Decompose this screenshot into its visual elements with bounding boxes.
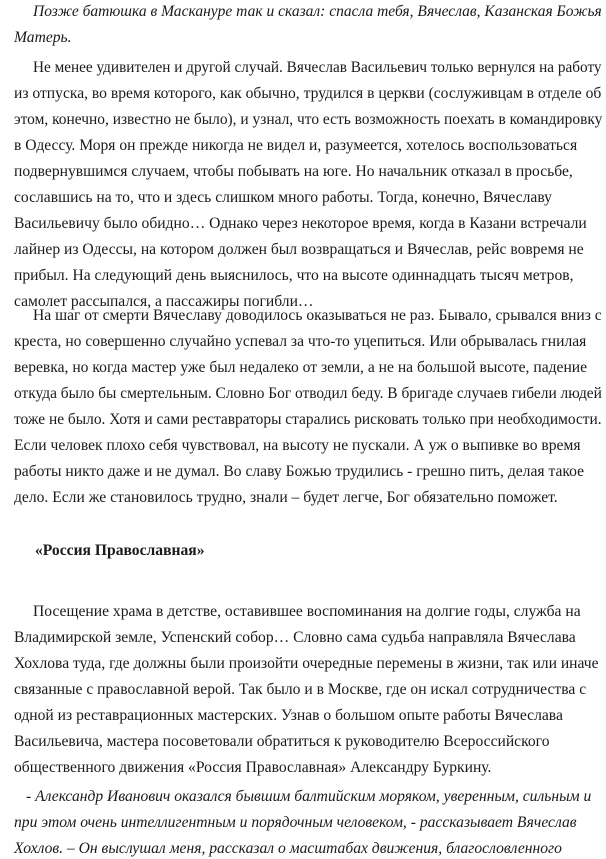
text-line: веревка, но когда мастер уже был недалеко от земли, а не на большой высоте, падение	[14, 359, 588, 376]
section-heading: «Россия Православная»	[35, 542, 205, 559]
text-line: Васильевича, мастера посоветовали обратиться к руководителю Всероссийского	[14, 733, 550, 750]
text-line: тоже не было. Хотя и сами реставраторы старались рисковать только при необходимости.	[14, 411, 602, 428]
text-line: - Александр Иванович оказался бывшим балтийским моряком, уверенным, сильным и	[26, 788, 592, 805]
text-line: Не менее удивителен и другой случай. Вячеслав Васильевич только вернулся на работу	[33, 59, 602, 76]
text-line: Если человек плохо себя чувствовал, на высоту не пускали. А уж о выпивке во время	[14, 437, 581, 454]
text-line: этом, конечно, известно не было), и узнал, что есть возможность поехать в командировку	[14, 111, 603, 128]
text-line: Посещение храма в детстве, оставившее воспоминания на долгие годы, служба на	[33, 603, 581, 620]
text-line: На шаг от смерти Вячеславу доводилось оказываться не раз. Бывало, срывался вниз с	[33, 307, 602, 324]
text-line: Владимирской земле, Успенский собор… Словно сама судьба направляла Вячеслава	[14, 629, 576, 646]
text-line: Хохлов. – Он выслушал меня, рассказал о масштабах движения, благословленного	[14, 840, 562, 857]
text-line: дело. Если же становилось трудно, знали – будет легче, Бог обязательно поможет.	[14, 489, 558, 506]
text-line: Позже батюшка в Масканyре так и сказал: спасла тебя, Вячеслав, Казанская Божья	[33, 3, 602, 20]
text-line: общественного движения «Россия Православная» Александру Буркину.	[14, 759, 492, 776]
text-line: креста, но совершенно случайно успевал за что-то уцепиться. Или обрывалась гнилая	[14, 333, 587, 350]
text-line: Хохлова туда, где должны были произойти очередные перемены в жизни, так или иначе	[14, 655, 599, 672]
text-line: в Одессу. Моря он прежде никогда не видел и, разумеется, хотелось воспользоваться	[14, 137, 578, 154]
text-line: из отпуска, во время которого, как обычно, трудился в церкви (сослуживцам в отделе об	[14, 85, 602, 102]
text-line: прибыл. На следующий день выяснилось, что на высоте одиннадцать тысяч метров,	[14, 267, 574, 284]
text-line: откуда было бы смертельным. Словно Бог отводил беду. В бригаде случаев гибели людей	[14, 385, 602, 402]
text-line: работы никто даже и не думал. Во славу Божью трудились - грешно пить, делая такое	[14, 463, 585, 480]
text-line: Васильевичу было обидно… Однако через некоторое время, когда в Казани встречали	[14, 215, 587, 232]
text-line: одной из реставрационных мастерских. Узнав о большом опыте работы Вячеслава	[14, 707, 563, 724]
text-line: самолет рассыпался, а пассажиры погибли…	[14, 293, 314, 310]
text-line: Матерь.	[14, 29, 72, 46]
text-line: сославшись на то, что и здесь слишком много работы. Тогда, конечно, Вячеславу	[14, 189, 552, 206]
text-line: подвернувшимся случаем, чтобы побывать на юге. Но начальник отказал в просьбе,	[14, 163, 573, 180]
text-line: лайнер из Одессы, на котором должен был возвращаться и Вячеслав, рейс вовремя не	[14, 241, 584, 258]
text-line: при этом очень интеллигентным и порядочным человеком, - рассказывает Вячеслав	[14, 814, 577, 831]
text-line: связанные с православной верой. Так было и в Москве, где он искал сотрудничества с	[14, 681, 587, 698]
